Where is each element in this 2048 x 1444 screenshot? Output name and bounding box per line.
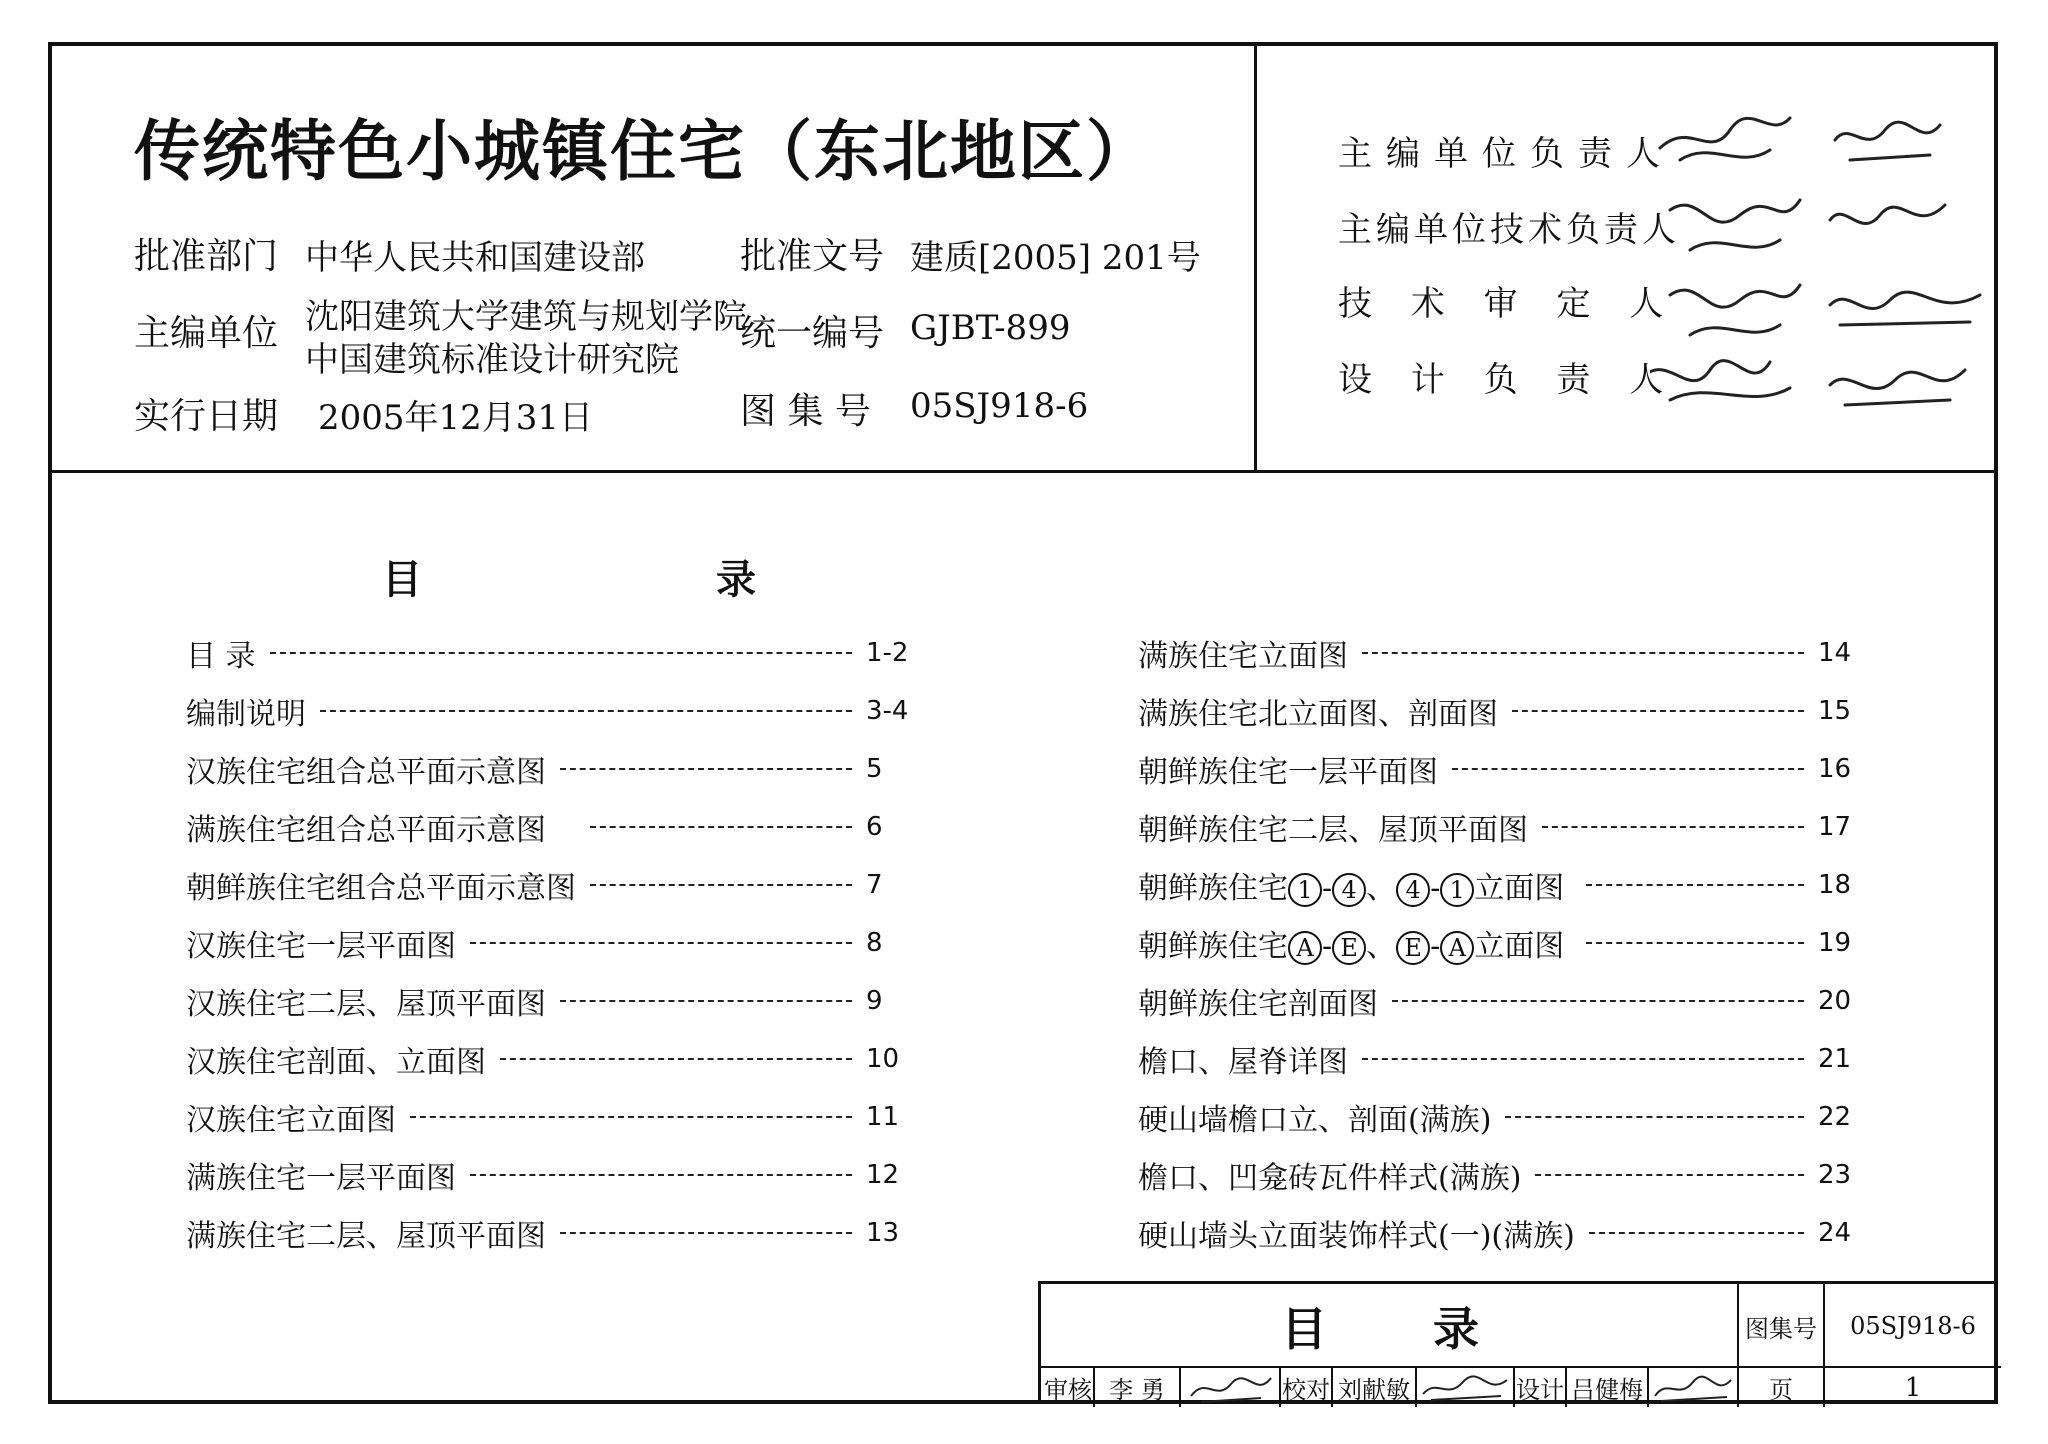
toc-item-title: 硬山墙头立面装饰样式(一)(满族)	[1138, 1219, 1575, 1254]
signature-2b	[1830, 205, 1945, 224]
tb-review-signature	[1181, 1368, 1279, 1407]
toc-item-page: 7	[866, 870, 883, 900]
toc-item[interactable]	[186, 689, 932, 733]
leader-dashes	[1586, 942, 1804, 944]
toc-item-title: 目 录	[186, 639, 256, 674]
leader-dashes	[500, 1058, 852, 1060]
leader-dashes	[1535, 1174, 1804, 1176]
tb-page-value: 1	[1904, 1372, 1922, 1403]
toc-item-title: 汉族住宅组合总平面示意图	[186, 755, 546, 790]
header-divider-horizontal	[48, 470, 1998, 473]
toc-item[interactable]	[186, 805, 932, 849]
toc-item-title: 编制说明	[186, 697, 306, 732]
unified-no-label: 统一编号	[740, 313, 885, 354]
signature-4a	[1650, 361, 1790, 400]
toc-item[interactable]	[186, 979, 932, 1023]
toc-item-page: 13	[866, 1218, 900, 1248]
leader-dashes	[590, 884, 852, 886]
toc-item-title: 满族住宅立面图	[1138, 639, 1348, 674]
toc-item-page: 11	[866, 1102, 900, 1132]
tb-title-part-1: 目	[1281, 1302, 1327, 1356]
atlas-no-label: 图 集 号	[740, 391, 871, 432]
leader-dashes	[1542, 826, 1804, 828]
tb-design-signature	[1649, 1368, 1737, 1407]
leader-dashes	[1362, 1058, 1804, 1060]
toc-item-page: 19	[1818, 928, 1852, 958]
leader-dashes	[1362, 652, 1804, 654]
tb-check-signature	[1417, 1368, 1513, 1407]
leader-dashes	[560, 768, 852, 770]
toc-item-page: 1-2	[866, 638, 909, 668]
leader-dashes	[470, 942, 852, 944]
leader-dashes	[410, 1116, 852, 1118]
toc-item[interactable]	[186, 631, 932, 675]
toc-item-title: 朝鲜族住宅 A - E 、 E - A 立面图	[1138, 929, 1565, 964]
axis-circle: 1	[1288, 873, 1322, 907]
leader-dashes	[560, 1000, 852, 1002]
title-prefix: 朝鲜族住宅	[1138, 871, 1288, 906]
toc-item[interactable]	[1138, 863, 1884, 907]
toc-item-title: 汉族住宅一层平面图	[186, 929, 456, 964]
toc-item-page: 5	[866, 754, 883, 784]
toc-item[interactable]	[1138, 747, 1884, 791]
toc-item-title: 满族住宅二层、屋顶平面图	[186, 1219, 546, 1254]
unified-no-value: GJBT-899	[910, 308, 1071, 348]
toc-item[interactable]	[186, 1211, 932, 1255]
leader-dashes	[320, 710, 852, 712]
tb-design-label: 设计	[1516, 1376, 1564, 1404]
toc-item-title: 满族住宅一层平面图	[186, 1161, 456, 1196]
toc-item-page: 15	[1818, 696, 1852, 726]
toc-item-page: 24	[1818, 1218, 1852, 1248]
tb-check-label: 校对	[1282, 1376, 1330, 1404]
leader-dashes	[270, 652, 852, 654]
axis-circle: A	[1440, 931, 1474, 965]
toc-item-page: 23	[1818, 1160, 1852, 1190]
toc-item-title: 汉族住宅二层、屋顶平面图	[186, 987, 546, 1022]
role-chief-unit-tech-head: 主编单位技术负责人	[1338, 210, 1680, 250]
tb-title-part-2: 录	[1433, 1302, 1479, 1356]
toc-item-page: 10	[866, 1044, 900, 1074]
toc-item-page: 20	[1818, 986, 1852, 1016]
responsible-signatures-svg	[1650, 100, 1990, 430]
title-prefix: 朝鲜族住宅	[1138, 929, 1288, 964]
axis-circle: 4	[1396, 873, 1430, 907]
role-design-head: 设 计 负 责 人	[1338, 360, 1678, 400]
toc-item[interactable]	[1138, 979, 1884, 1023]
axis-circle: 4	[1332, 873, 1366, 907]
tb-design-name: 吕健梅	[1571, 1376, 1643, 1404]
tb-atlas-label: 图集号	[1745, 1314, 1817, 1343]
title-suffix: 立面图	[1474, 929, 1565, 964]
approval-dept-value: 中华人民共和国建设部	[305, 238, 645, 278]
role-chief-unit-head: 主编单位负责人	[1338, 134, 1674, 174]
approval-dept-label: 批准部门	[134, 236, 279, 277]
toc-item-title: 檐口、屋脊详图	[1138, 1045, 1348, 1080]
chief-unit-label: 主编单位	[134, 313, 279, 354]
toc-item-title: 硬山墙檐口立、剖面(满族)	[1138, 1103, 1492, 1138]
toc-item-page: 3-4	[866, 696, 909, 726]
toc-item-title: 满族住宅组合总平面示意图	[186, 813, 546, 848]
signature-1b	[1835, 122, 1940, 160]
toc-item-title: 满族住宅北立面图、剖面图	[1138, 697, 1498, 732]
toc-item-title: 檐口、凹龛砖瓦件样式(满族)	[1138, 1161, 1522, 1196]
toc-item-page: 17	[1818, 812, 1852, 842]
title-suffix: 立面图	[1474, 871, 1565, 906]
document-title: 传统特色小城镇住宅（东北地区）	[134, 112, 1154, 190]
toc-item-title: 汉族住宅剖面、立面图	[186, 1045, 486, 1080]
toc-item-title: 朝鲜族住宅组合总平面示意图	[186, 871, 576, 906]
leader-dashes	[1512, 710, 1804, 712]
toc-item[interactable]	[1138, 1095, 1884, 1139]
toc-item-page: 21	[1818, 1044, 1852, 1074]
effective-date-label: 实行日期	[134, 396, 279, 437]
leader-dashes	[470, 1174, 852, 1176]
chief-unit-value-1: 沈阳建筑大学建筑与规划学院	[305, 297, 747, 337]
tb-review-label: 审核	[1044, 1376, 1092, 1404]
toc-item[interactable]	[1138, 689, 1884, 733]
leader-dashes	[1452, 768, 1804, 770]
leader-dashes	[590, 826, 852, 828]
toc-item-page: 18	[1818, 870, 1852, 900]
toc-item-page: 12	[866, 1160, 900, 1190]
toc-item-page: 9	[866, 986, 883, 1016]
tb-review-name: 李 勇	[1109, 1376, 1165, 1404]
leader-dashes	[1392, 1000, 1804, 1002]
signature-1a	[1660, 118, 1790, 160]
signature-3b	[1830, 292, 1980, 325]
signature-4b	[1830, 370, 1965, 405]
approval-doc-value: 建质[2005] 201号	[910, 238, 1201, 278]
toc-item-page: 6	[866, 812, 883, 842]
toc-heading-part-1: 目	[382, 556, 422, 603]
toc-item[interactable]	[186, 1153, 932, 1197]
tb-atlas-value: 05SJ918-6	[1850, 1312, 1976, 1340]
leader-dashes	[1586, 884, 1804, 886]
toc-item-title: 朝鲜族住宅 1 - 4 、 4 - 1 立面图	[1138, 871, 1565, 906]
toc-item[interactable]	[1138, 805, 1884, 849]
toc-item-page: 22	[1818, 1102, 1852, 1132]
toc-item-title: 汉族住宅立面图	[186, 1103, 396, 1138]
toc-item[interactable]	[1138, 1153, 1884, 1197]
axis-circle: E	[1332, 931, 1366, 965]
effective-date-value: 2005年12月31日	[318, 398, 594, 438]
toc-item-page: 14	[1818, 638, 1852, 668]
leader-dashes	[560, 1232, 852, 1234]
signature-3a	[1670, 285, 1800, 335]
toc-item-page: 16	[1818, 754, 1852, 784]
atlas-no-value: 05SJ918-6	[910, 386, 1089, 426]
toc-item-title: 朝鲜族住宅剖面图	[1138, 987, 1378, 1022]
axis-circle: 1	[1440, 873, 1474, 907]
toc-item[interactable]	[1138, 921, 1884, 965]
chief-unit-value-2: 中国建筑标准设计研究院	[305, 340, 679, 380]
tb-check-name: 刘献敏	[1338, 1376, 1410, 1404]
axis-circle: A	[1288, 931, 1322, 965]
toc-item[interactable]	[186, 747, 932, 791]
toc-item-title: 朝鲜族住宅二层、屋顶平面图	[1138, 813, 1528, 848]
header-divider-vertical	[1254, 42, 1257, 472]
toc-item[interactable]	[186, 1095, 932, 1139]
toc-item[interactable]	[1138, 1037, 1884, 1081]
signature-2a	[1670, 200, 1800, 250]
toc-item-page: 8	[866, 928, 883, 958]
leader-dashes	[1589, 1232, 1804, 1234]
toc-item[interactable]	[1138, 631, 1884, 675]
toc-item[interactable]	[186, 863, 932, 907]
toc-heading-part-2: 录	[716, 556, 756, 603]
role-tech-reviewer: 技 术 审 定 人	[1338, 284, 1678, 324]
toc-item[interactable]	[186, 921, 932, 965]
toc-item-title: 朝鲜族住宅一层平面图	[1138, 755, 1438, 790]
toc-item[interactable]	[186, 1037, 932, 1081]
axis-circle: E	[1396, 931, 1430, 965]
leader-dashes	[1505, 1116, 1804, 1118]
tb-page-label: 页	[1769, 1376, 1793, 1404]
toc-item[interactable]	[1138, 1211, 1884, 1255]
title-block	[1038, 1281, 1998, 1404]
approval-doc-label: 批准文号	[740, 236, 885, 277]
